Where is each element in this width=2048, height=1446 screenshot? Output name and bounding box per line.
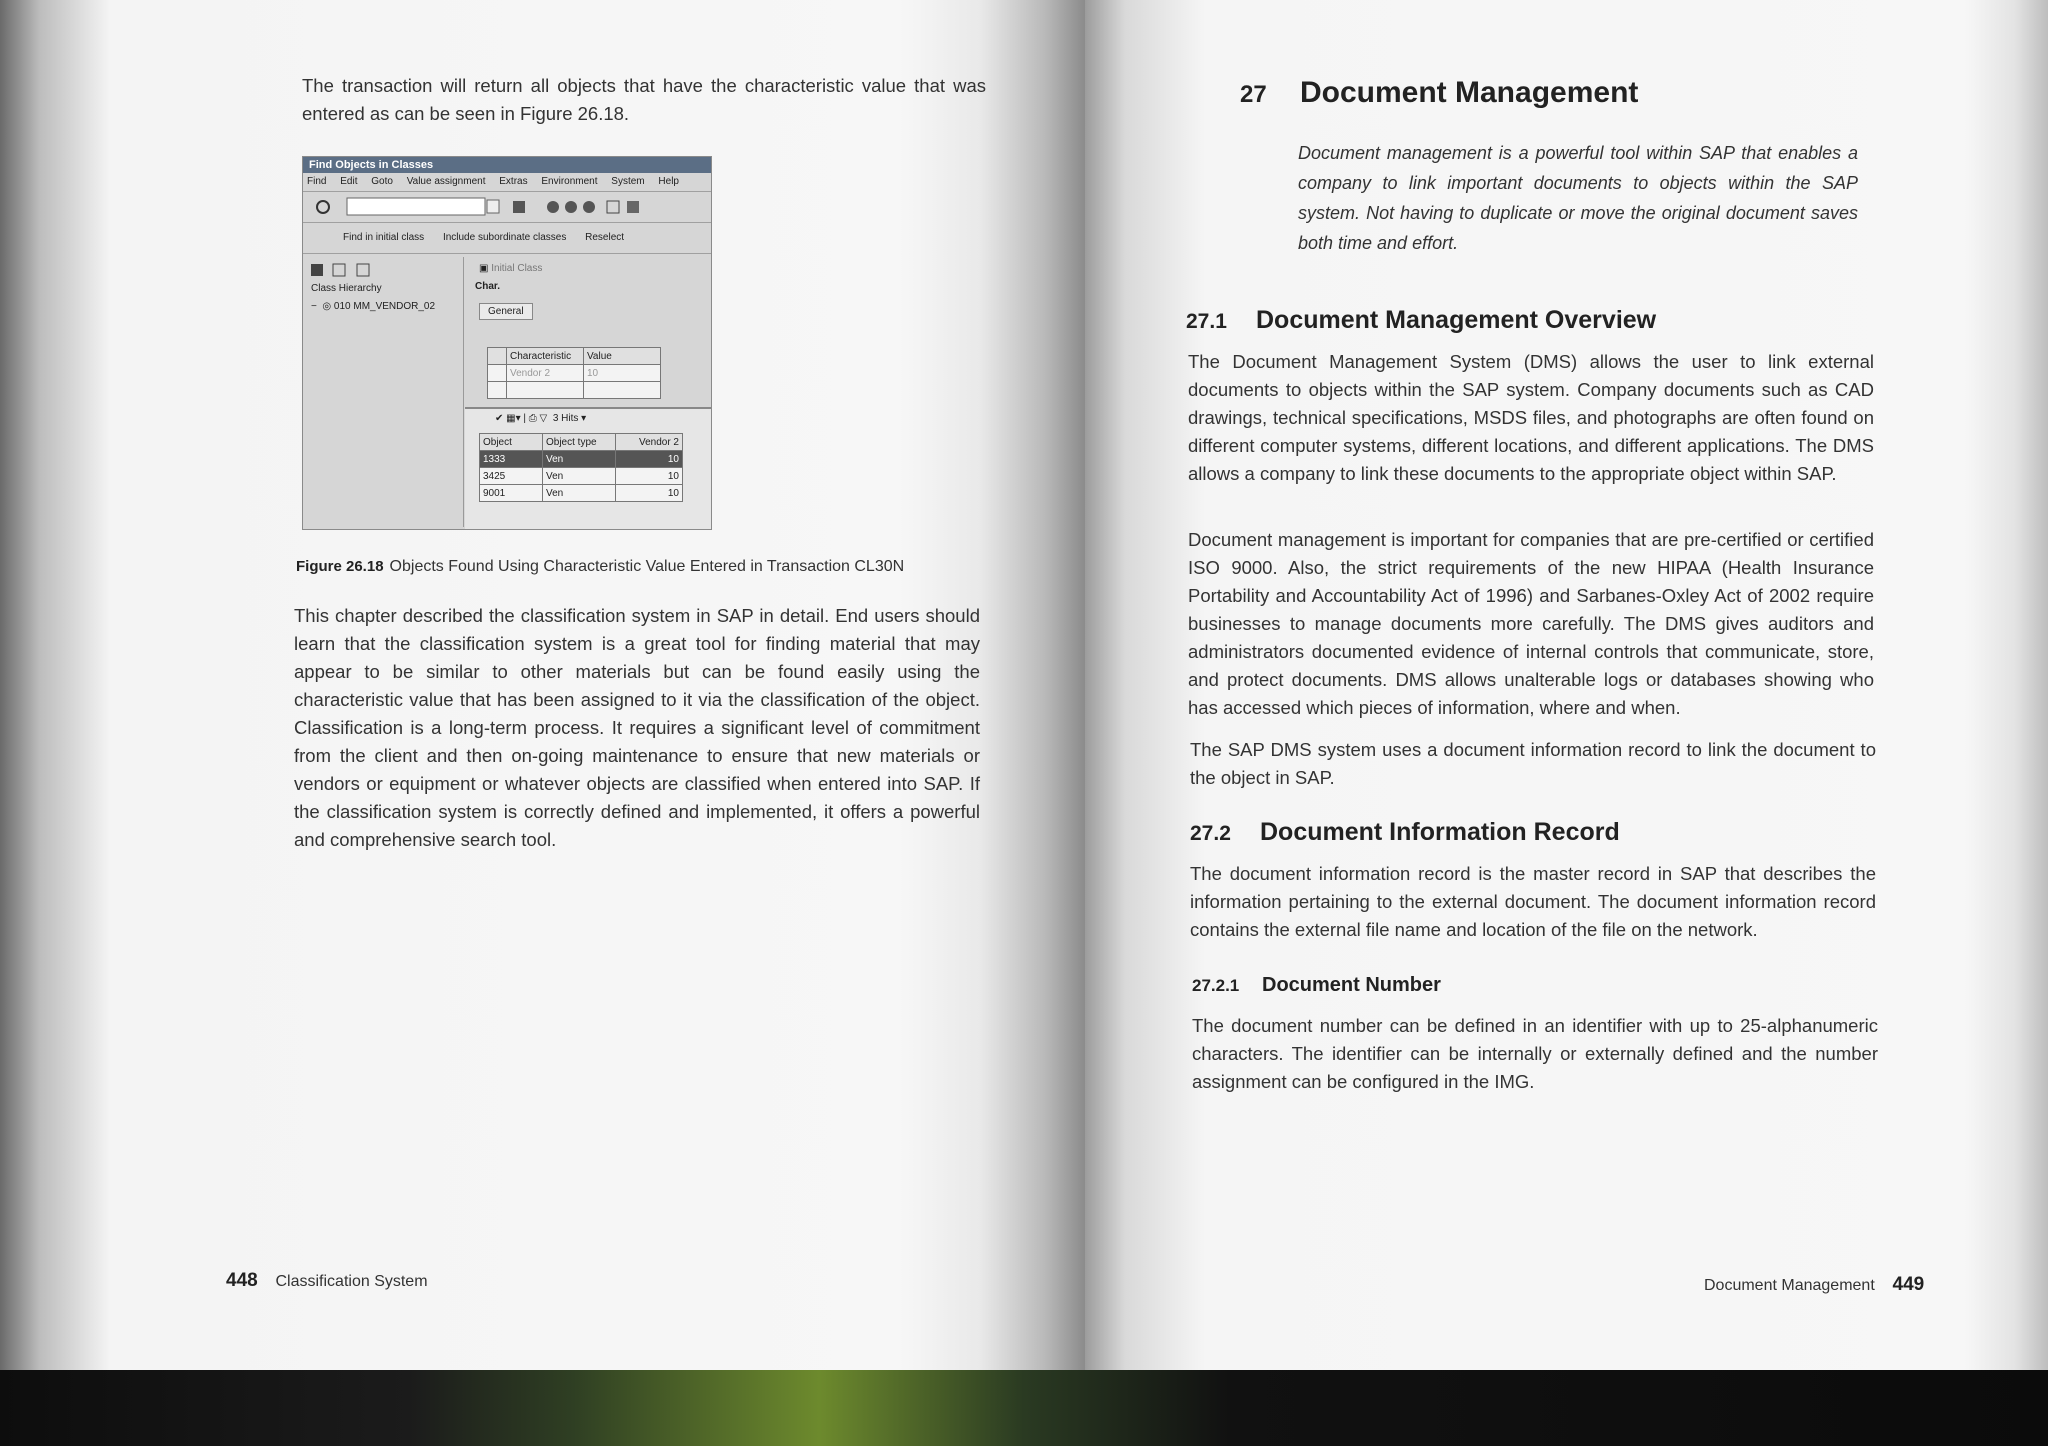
section-title: Document Management Overview	[1256, 306, 1657, 334]
intro-paragraph: The transaction will return all objects that have the characteristic value that was entered as can be seen in Figure 26.18.	[302, 75, 986, 124]
back-icon	[547, 201, 559, 213]
page-number: 449	[1892, 1274, 1925, 1295]
running-title: Classification System	[275, 1273, 428, 1290]
subsection-heading	[1192, 974, 1441, 997]
header-cell: Characteristic	[507, 348, 584, 365]
section-heading	[1190, 818, 1620, 847]
sap-screenshot-figure	[302, 156, 712, 530]
table-cell: Ven	[543, 451, 616, 468]
summary-paragraph: This chapter described the classification system in SAP in detail. End users should learn that the classification system is a great tool for finding material that may appear to be similar to other materials but can be found easily using the characteristic value that has been assigned to it via the classification of the object. Classification is a long-term process. It requires a significant level of commitment from the client and then on-going maintenance to ensure that new materials or vendors or equipment or whatever objects are classified when entered into SAP. If the classification system is correctly defined and implemented, it offers a powerful and comprehensive search tool.	[294, 605, 980, 850]
table-cell: Ven	[543, 485, 616, 502]
binoculars-icon	[309, 261, 409, 281]
table-cell: 10	[616, 451, 683, 468]
find-icon	[627, 201, 639, 213]
reselect-button: Reselect	[585, 232, 625, 243]
subsection-title: Document Number	[1262, 974, 1441, 996]
table-cell: Vendor 2	[507, 365, 584, 382]
dropdown-icon	[487, 200, 499, 213]
right-footer	[1704, 1274, 1924, 1296]
characteristic-table	[487, 347, 661, 399]
collapse-icon: − ◎	[311, 301, 334, 312]
find-initial-class-button: Find in initial class	[343, 232, 425, 243]
class-hierarchy-label: Class Hierarchy	[311, 283, 382, 294]
header-cell: Object	[480, 434, 543, 451]
book-edge-background	[0, 1370, 2048, 1446]
search-panel	[465, 257, 711, 527]
check-icon	[317, 201, 329, 213]
menu-item: Find	[307, 176, 327, 187]
table-row	[480, 485, 683, 502]
table-row	[480, 468, 683, 485]
table-cell: Ven	[543, 468, 616, 485]
paragraph: Document management is important for companies that are pre-certified or certified ISO 9000. Also, the strict requirements of the new HIPAA (Health Insurance Portability and Accountability Act of 1996) and Sarbanes-Oxley Act of 2002 require businesses to manage documents more carefully. The DMS gives auditors and administrators documented evidence of internal controls that communicate, store, and protect documents. DMS allows unalterable logs or databases showing who has accessed which pieces of information, where and when.	[1188, 529, 1874, 718]
menu-bar	[303, 173, 711, 192]
class-hierarchy-panel	[303, 257, 464, 527]
toolbar-icons	[303, 192, 711, 222]
section-number: 27.2	[1190, 822, 1231, 845]
command-field	[347, 198, 485, 215]
figure-label: Figure 26.18	[296, 558, 384, 575]
paragraph: The document information record is the master record in SAP that describes the information pertaining to the external document. The document information record contains the external file name and location of the file on the network.	[1190, 863, 1876, 940]
chapter-title: Document Management	[1300, 76, 1639, 109]
figure-caption-text: Objects Found Using Characteristic Value Entered in Transaction CL30N	[389, 558, 905, 575]
menu-item: Extras	[499, 176, 528, 187]
standard-toolbar	[303, 192, 711, 223]
header-cell: Value	[584, 348, 661, 365]
cancel-icon	[583, 201, 595, 213]
menu-item: Environment	[541, 176, 598, 187]
application-toolbar	[303, 223, 711, 254]
running-title: Document Management	[1704, 1277, 1875, 1294]
menu-item: Edit	[340, 176, 358, 187]
tree-item	[311, 301, 435, 312]
paragraph: The SAP DMS system uses a document information record to link the document to the object in SAP.	[1190, 739, 1876, 788]
section-number: 27.1	[1186, 310, 1227, 333]
chapter-number: 27	[1240, 81, 1267, 108]
table-cell: 3425	[480, 468, 543, 485]
table-cell: 10	[584, 365, 661, 382]
results-table	[479, 433, 683, 502]
print-icon	[607, 201, 619, 213]
char-label: Char.	[475, 281, 501, 292]
table-cell: 1333	[480, 451, 543, 468]
menu-item: System	[611, 176, 645, 187]
exit-icon	[565, 201, 577, 213]
chapter-heading	[1240, 76, 1638, 110]
header-cell: Object type	[543, 434, 616, 451]
section-title: Document Information Record	[1260, 818, 1620, 846]
results-toolbar: ✔ ▦▾ | ⎙ ▽ 3 Hits ▾	[495, 413, 587, 424]
section-heading	[1186, 306, 1656, 335]
tree-item-label: 010 MM_VENDOR_02	[333, 301, 436, 312]
include-subordinate-button: Include subordinate classes	[442, 232, 567, 243]
save-icon	[513, 201, 525, 213]
hits-label: 3 Hits	[552, 413, 579, 424]
chapter-intro: Document management is a powerful tool within SAP that enables a company to link important documents to objects within the SAP system. Not having to duplicate or move the original document saves both time and effort.	[1298, 143, 1858, 253]
general-tab: General	[479, 303, 533, 320]
initial-class-icon: ▣	[479, 263, 492, 274]
table-cell: 9001	[480, 485, 543, 502]
table-cell: 10	[616, 485, 683, 502]
paragraph: The Document Management System (DMS) allows the user to link external documents to objects within the SAP system. Company documents such as CAD drawings, technical specifications, MSDS files, and photographs are often found on different computer systems, different locations, and different applications. The DMS allows a company to link these documents to the appropriate object within SAP.	[1188, 351, 1874, 484]
figure-caption	[296, 558, 904, 576]
table-cell: 10	[616, 468, 683, 485]
header-cell: Vendor 2	[616, 434, 683, 451]
initial-class-row	[479, 263, 542, 274]
left-footer	[226, 1270, 428, 1292]
menu-item: Value assignment	[406, 176, 486, 187]
results-area	[465, 407, 711, 529]
menu-item: Goto	[371, 176, 393, 187]
initial-class-label: Initial Class	[491, 263, 543, 274]
subsection-number: 27.2.1	[1192, 976, 1240, 995]
menu-item: Help	[658, 176, 679, 187]
window-title: Find Objects in Classes	[303, 157, 711, 173]
paragraph: The document number can be defined in an identifier with up to 25-alphanumeric characters. The identifier can be internally or externally defined and the number assignment can be configured in the IMG.	[1192, 1015, 1878, 1092]
page-number: 448	[226, 1270, 258, 1291]
table-row	[480, 451, 683, 468]
